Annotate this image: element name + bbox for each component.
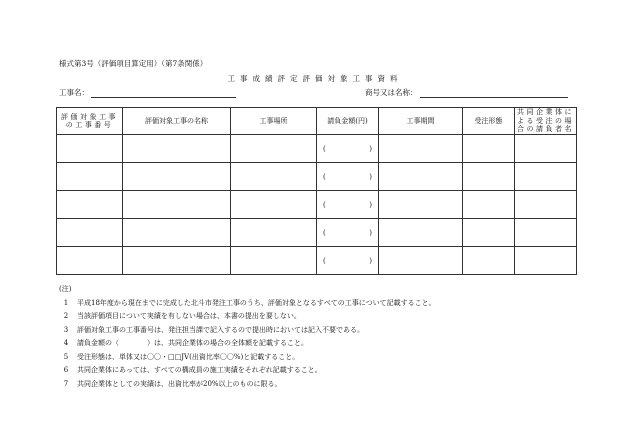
cell-project-number[interactable] xyxy=(57,247,123,275)
cell-jv-contractors[interactable] xyxy=(515,247,577,275)
cell-project-name[interactable] xyxy=(123,135,231,163)
cell-contract-amount[interactable] xyxy=(317,219,379,247)
table-row xyxy=(57,163,577,191)
header-location: 工事場所 xyxy=(231,108,317,135)
cell-jv-contractors[interactable] xyxy=(515,191,577,219)
header-contract-amount: 請負金額(円) xyxy=(317,108,379,135)
cell-order-type[interactable] xyxy=(463,191,515,219)
amount-close-paren: ) xyxy=(369,228,372,237)
cell-project-number[interactable] xyxy=(57,219,123,247)
cell-period[interactable] xyxy=(379,247,463,275)
cell-project-name[interactable] xyxy=(123,219,231,247)
cell-contract-amount[interactable] xyxy=(317,191,379,219)
cell-location[interactable] xyxy=(231,247,317,275)
cell-period[interactable] xyxy=(379,219,463,247)
amount-open-paren: ( xyxy=(323,200,326,209)
note-text: 共同企業体としての実績は、出資比率が20%以上のものに限る。 xyxy=(77,379,282,388)
project-name-field[interactable] xyxy=(59,87,236,98)
table-row xyxy=(57,191,577,219)
amount-open-paren: ( xyxy=(323,256,326,265)
amount-close-paren: ) xyxy=(369,256,372,265)
note-item xyxy=(59,324,436,338)
note-item xyxy=(59,364,436,378)
amount-open-paren: ( xyxy=(323,172,326,181)
amount-brackets xyxy=(317,201,378,209)
note-text: 共同企業体にあっては、すべての構成員の施工実績をそれぞれ記載すること。 xyxy=(77,366,322,374)
cell-project-name[interactable] xyxy=(123,247,231,275)
company-name-field[interactable] xyxy=(365,87,568,98)
cell-contract-amount[interactable] xyxy=(317,163,379,191)
notes-list xyxy=(59,297,436,392)
notes-heading: (注) xyxy=(59,285,72,293)
note-number: 7 xyxy=(63,379,69,388)
project-name-input-line[interactable] xyxy=(91,89,236,98)
amount-brackets xyxy=(317,173,378,181)
cell-jv-contractors[interactable] xyxy=(515,135,577,163)
cell-jv-contractors[interactable] xyxy=(515,219,577,247)
header-order-type: 受注形態 xyxy=(463,108,515,135)
company-name-label: 商号又は名称： xyxy=(365,88,418,97)
cell-order-type[interactable] xyxy=(463,135,515,163)
cell-order-type[interactable] xyxy=(463,163,515,191)
note-item xyxy=(59,378,436,392)
cell-jv-contractors[interactable] xyxy=(515,163,577,191)
note-text: 評価対象工事の工事番号は、発注担当課で記入するので提出時においては記入不要である。 xyxy=(77,325,364,334)
cell-project-number[interactable] xyxy=(57,191,123,219)
cell-contract-amount[interactable] xyxy=(317,135,379,163)
header-period: 工事期間 xyxy=(379,108,463,135)
header-jv-contractors: 共同企業体による受注の場合の請負者名 xyxy=(515,108,577,135)
cell-period[interactable] xyxy=(379,163,463,191)
document-title: 工事成績評定評価対象工事資料 xyxy=(227,74,403,83)
amount-brackets xyxy=(317,229,378,237)
header-project-name: 評価対象工事の名称 xyxy=(123,108,231,135)
cell-location[interactable] xyxy=(231,135,317,163)
table-row xyxy=(57,247,577,275)
cell-order-type[interactable] xyxy=(463,247,515,275)
note-text: 請負金額の（ ）は、共同企業体の場合の全体額を記載すること。 xyxy=(77,339,308,347)
note-number: 4 xyxy=(63,339,69,347)
evaluation-table xyxy=(56,107,577,275)
amount-close-paren: ) xyxy=(369,200,372,209)
note-number: 2 xyxy=(63,312,69,320)
cell-order-type[interactable] xyxy=(463,219,515,247)
note-text: 平成18年度から現在までに完成した北斗市発注工事のうち、評価対象となるすべての工事について記載すること。 xyxy=(77,298,436,307)
table-row xyxy=(57,135,577,163)
amount-close-paren: ) xyxy=(369,172,372,181)
cell-project-number[interactable] xyxy=(57,135,123,163)
project-name-label: 工事名： xyxy=(59,88,89,97)
amount-brackets xyxy=(317,145,378,153)
note-text: 受注形態は、単体又は〇〇・□□JV(出資比率〇〇%)と記載すること。 xyxy=(77,352,300,361)
cell-project-name[interactable] xyxy=(123,191,231,219)
cell-location[interactable] xyxy=(231,191,317,219)
cell-contract-amount[interactable] xyxy=(317,247,379,275)
notes-section xyxy=(59,283,436,391)
note-item xyxy=(59,351,436,365)
cell-location[interactable] xyxy=(231,163,317,191)
note-item xyxy=(59,337,436,351)
amount-open-paren: ( xyxy=(323,228,326,237)
table-header-row xyxy=(57,108,577,135)
note-number: 1 xyxy=(63,298,69,307)
amount-open-paren: ( xyxy=(323,144,326,153)
note-item xyxy=(59,310,436,324)
form-label: 様式第3号（評価項目算定用）（第7条関係） xyxy=(59,59,208,68)
cell-project-number[interactable] xyxy=(57,163,123,191)
company-name-input-line[interactable] xyxy=(420,89,568,98)
note-number: 6 xyxy=(63,366,69,374)
header-project-number: 評価対象工事の工事番号 xyxy=(57,108,123,135)
cell-period[interactable] xyxy=(379,135,463,163)
note-text: 当該評価項目について実績を有しない場合は、本書の提出を要しない。 xyxy=(77,312,301,320)
cell-period[interactable] xyxy=(379,191,463,219)
note-number: 5 xyxy=(63,352,69,361)
amount-close-paren: ) xyxy=(369,144,372,153)
amount-brackets xyxy=(317,257,378,265)
note-item xyxy=(59,297,436,311)
cell-location[interactable] xyxy=(231,219,317,247)
table-row xyxy=(57,219,577,247)
cell-project-name[interactable] xyxy=(123,163,231,191)
note-number: 3 xyxy=(63,325,69,334)
